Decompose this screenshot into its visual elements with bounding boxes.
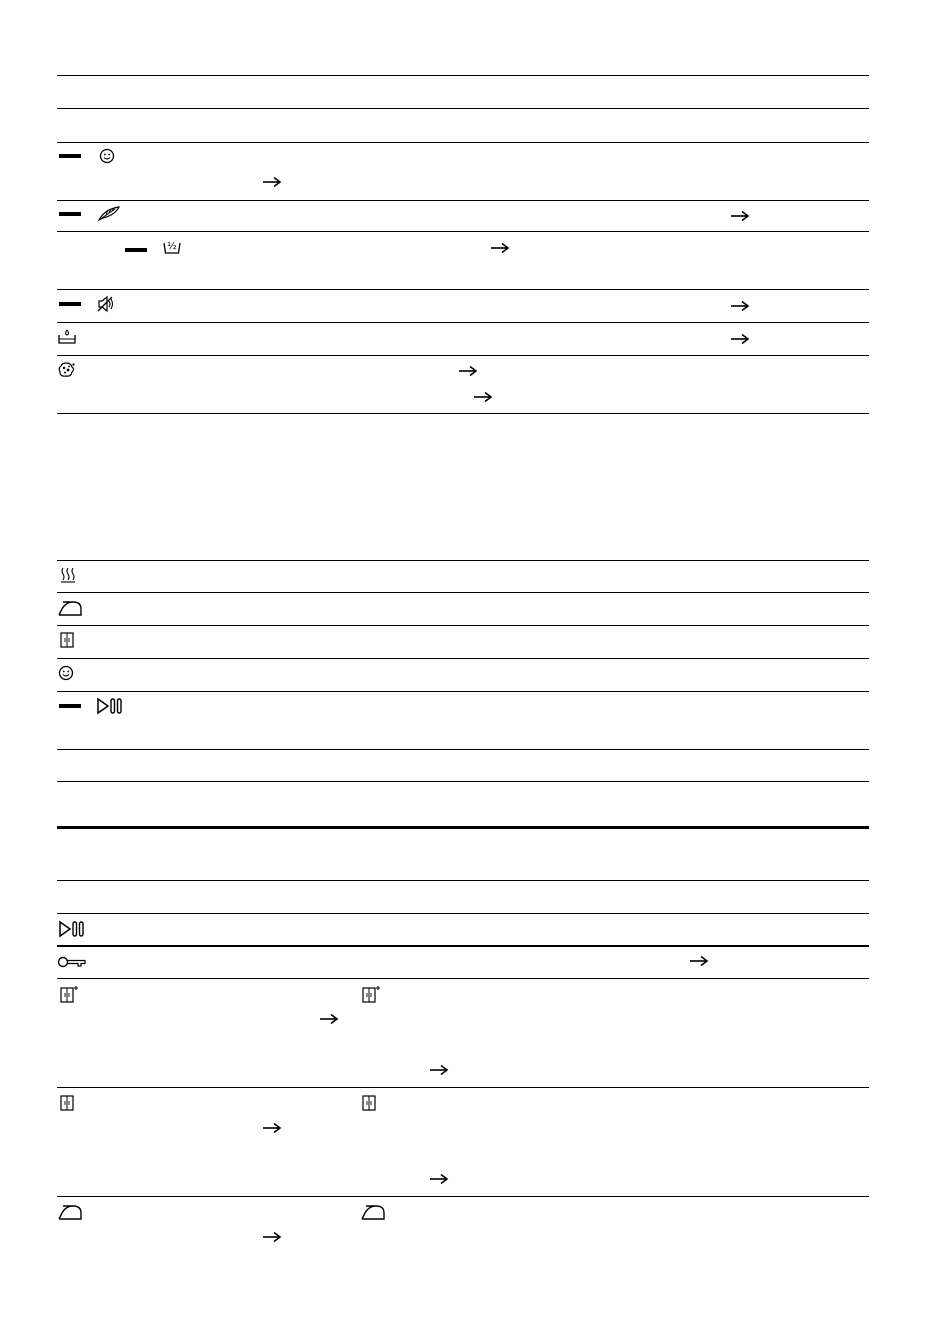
half-load-fraction: ½ bbox=[167, 241, 177, 252]
divider bbox=[57, 880, 869, 881]
door-icon bbox=[60, 1095, 74, 1111]
right-arrow-icon bbox=[319, 1013, 339, 1025]
dash-marker bbox=[59, 704, 81, 708]
door-icon bbox=[60, 632, 74, 648]
right-arrow-icon bbox=[689, 955, 709, 967]
water-plus-tub-icon bbox=[58, 329, 76, 345]
right-arrow-icon bbox=[473, 391, 493, 403]
feather-icon bbox=[97, 205, 121, 221]
divider bbox=[57, 592, 869, 593]
divider bbox=[57, 289, 869, 290]
divider bbox=[57, 781, 869, 782]
divider bbox=[57, 108, 869, 109]
divider bbox=[57, 75, 869, 76]
right-arrow-icon bbox=[429, 1173, 449, 1185]
divider bbox=[57, 1196, 869, 1197]
divider bbox=[57, 1087, 869, 1088]
right-arrow-icon bbox=[730, 210, 750, 222]
dash-marker bbox=[59, 302, 81, 306]
right-arrow-icon bbox=[429, 1064, 449, 1076]
iron-icon bbox=[57, 1203, 83, 1221]
divider bbox=[57, 231, 869, 232]
divider bbox=[57, 560, 869, 561]
key-icon bbox=[57, 955, 87, 969]
divider bbox=[57, 658, 869, 659]
iron-icon bbox=[57, 599, 83, 617]
right-arrow-icon bbox=[730, 300, 750, 312]
divider bbox=[57, 691, 869, 692]
section-divider bbox=[57, 826, 869, 829]
right-arrow-icon bbox=[458, 365, 478, 377]
divider bbox=[57, 625, 869, 626]
right-arrow-icon bbox=[262, 176, 282, 188]
divider bbox=[57, 355, 869, 356]
steam-icon bbox=[60, 567, 76, 583]
divider bbox=[57, 749, 869, 750]
divider bbox=[57, 200, 869, 201]
divider bbox=[57, 913, 869, 914]
door-icon bbox=[362, 1095, 376, 1111]
smiley-face-icon bbox=[99, 148, 115, 164]
dash-marker bbox=[59, 154, 81, 158]
dash-marker bbox=[125, 248, 147, 252]
start-pause-icon bbox=[96, 697, 124, 715]
smiley-face-icon bbox=[58, 665, 74, 681]
door-plus-icon bbox=[362, 985, 382, 1003]
divider bbox=[57, 142, 869, 143]
divider bbox=[57, 322, 869, 323]
right-arrow-icon bbox=[262, 1231, 282, 1243]
speaker-muted-icon bbox=[97, 296, 115, 312]
right-arrow-icon bbox=[262, 1122, 282, 1134]
dash-marker bbox=[59, 212, 81, 216]
iron-icon bbox=[360, 1203, 386, 1221]
door-plus-icon bbox=[60, 985, 80, 1003]
divider bbox=[57, 945, 869, 947]
right-arrow-icon bbox=[730, 333, 750, 345]
divider bbox=[57, 413, 869, 414]
start-pause-icon bbox=[58, 920, 86, 938]
stain-icon bbox=[58, 362, 76, 378]
half-load-tub-icon bbox=[162, 237, 182, 255]
right-arrow-icon bbox=[490, 242, 510, 254]
divider bbox=[57, 978, 869, 979]
